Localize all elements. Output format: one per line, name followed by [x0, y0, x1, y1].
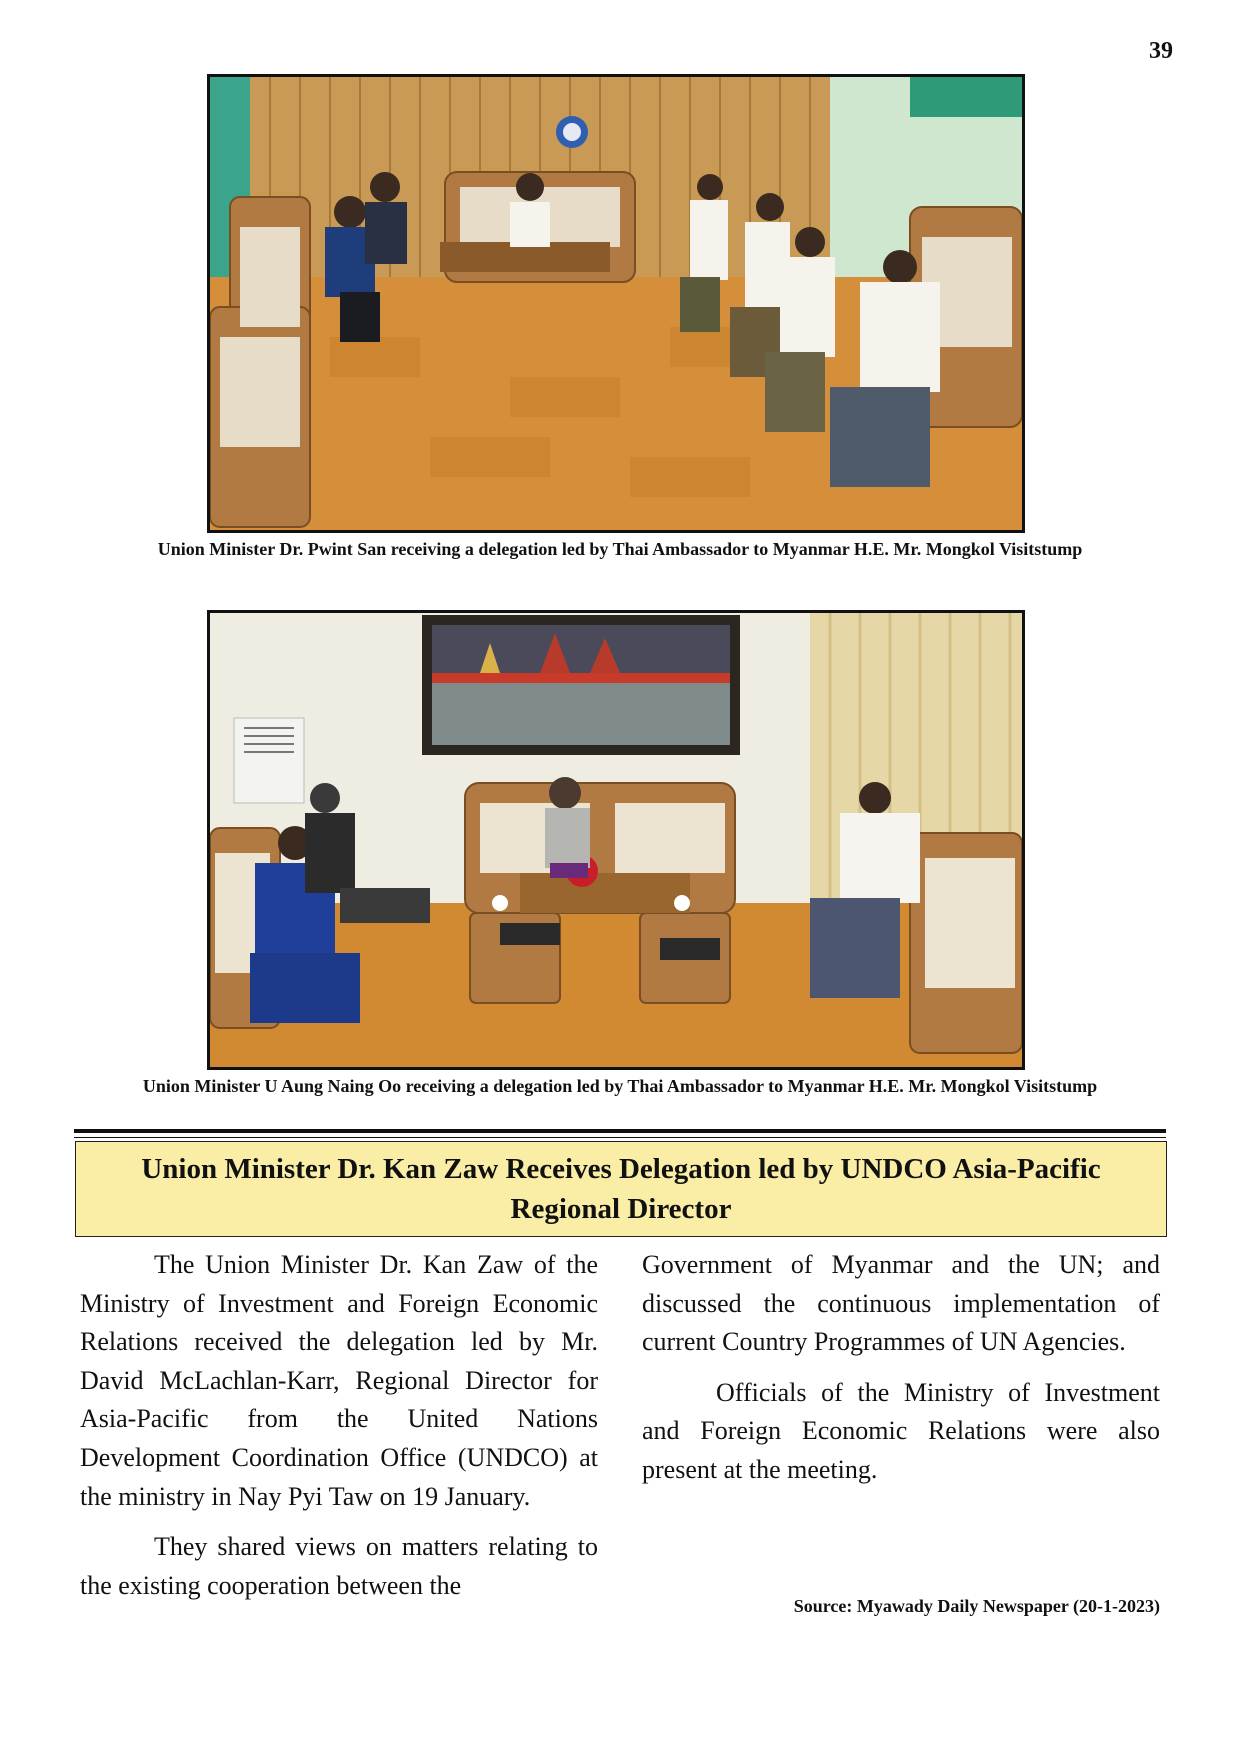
article-paragraph: They shared views on matters relating to the existing cooperation between the [80, 1532, 598, 1600]
source-citation: Source: Myawady Daily Newspaper (20-1-2023) [793, 1596, 1160, 1616]
article-column-right [642, 1246, 1160, 1502]
photo-caption-1: Union Minister Dr. Pwint San receiving a delegation led by Thai Ambassador to Myanmar H.E. Mr. Mongkol Visitstump [157, 539, 1083, 559]
article-paragraph: The Union Minister Dr. Kan Zaw of the Ministry of Investment and Foreign Economic Relations received the delegation led by Mr. David McLachlan-Karr, Regional Director for Asia-Pacific from the United Nations Development Coordination Office (UNDCO) at the ministry in Nay Pyi Taw on 19 January. [80, 1250, 598, 1511]
article-paragraph: Officials of the Ministry of Investment and Foreign Economic Relations were also present at the meeting. [642, 1377, 1160, 1484]
section-divider-thick [74, 1129, 1166, 1133]
meeting-photo-2 [207, 610, 1025, 1070]
photo-caption-2: Union Minister U Aung Naing Oo receiving a delegation led by Thai Ambassador to Myanmar H.E. Mr. Mongkol Visitstump [142, 1076, 1098, 1096]
headline-box [75, 1141, 1167, 1237]
article-paragraph: Government of Myanmar and the UN; and discussed the continuous implementation of current Country Programmes of UN Agencies. [642, 1250, 1160, 1357]
article-headline: Union Minister Dr. Kan Zaw Receives Delegation led by UNDCO Asia-Pacific Regional Director [141, 1153, 1101, 1225]
article-column-left [80, 1246, 598, 1617]
meeting-photo-1 [207, 74, 1025, 533]
page-number: 39 [1149, 38, 1173, 64]
section-divider-thin [74, 1137, 1166, 1138]
